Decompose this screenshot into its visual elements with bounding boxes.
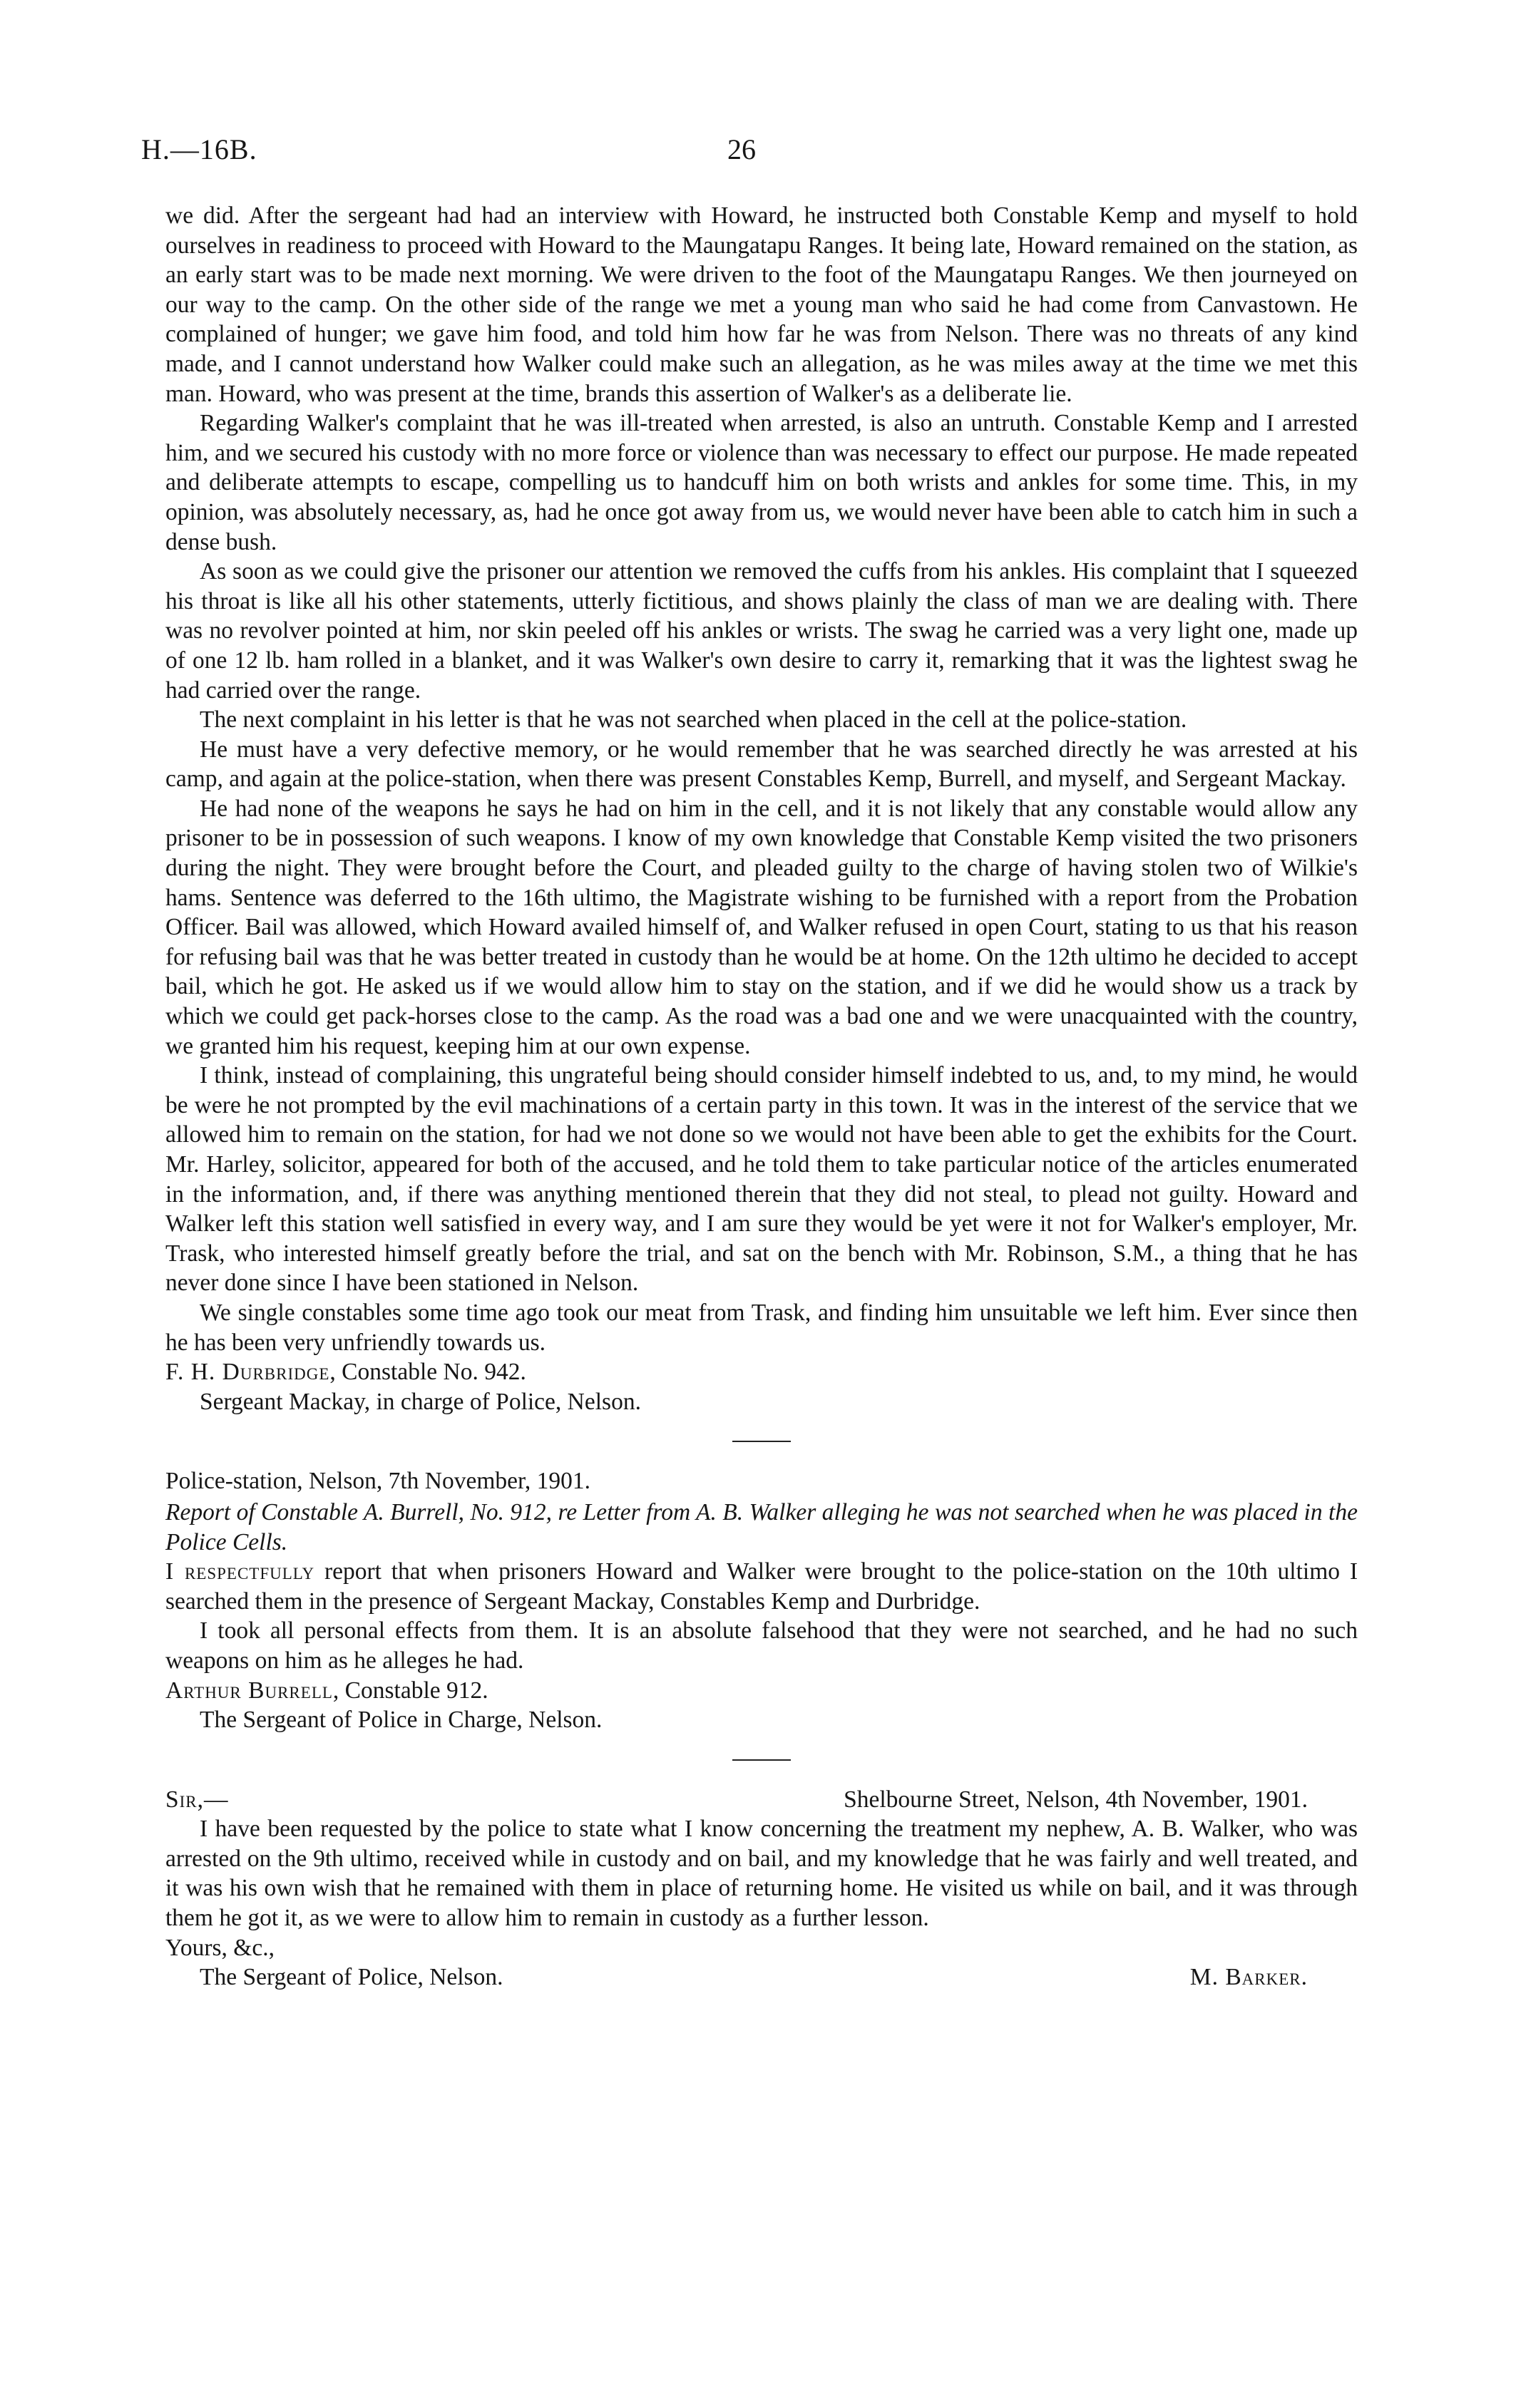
signature-line — [165, 1676, 1358, 1706]
paragraph: He had none of the weapons he says he had on him in the cell, and it is not likely that any constable would allow any prisoner to be in possession of such weapons. I know of my own knowledge that Constable Kemp visited the two prisoners during the night. They were brought before the Court, and pleaded guilty to the charge of having stolen two of Wilkie's hams. Sentence was deferred to the 16th ultimo, the Magistrate wishing to be furnished with a report from the Probation Officer. Bail was allowed, which Howard availed himself of, and Walker refused in open Court, stating to us that his reason for refusing bail was that he was better treated in custody than he would be at home. On the 12th ultimo he decided to accept bail, which he got. He asked us if we would allow him to stay on the station, and if we did he would show us a track by which we could get pack-horses close to the camp. As the road was a bad one and we were unacquainted with the country, we granted him his request, keeping him at our own expense. — [165, 795, 1358, 1059]
paragraph: Regarding Walker's complaint that he was ill-treated when arrested, is also an untruth. Constable Kemp and I arrested him, and we secured his custody with no more force or violence than was necessary to effect our purpose. He made repeated and deliberate attempts to escape, compelling us to handcuff him on both wrists and ankles for some time. This, in my opinion, was absolutely necessary, as, had he once got away from us, we would never have been able to catch him in such a dense bush. — [165, 410, 1358, 555]
document-body — [165, 201, 1358, 1992]
addressee: Sergeant Mackay, in charge of Police, Nelson. — [200, 1388, 641, 1415]
section-divider — [732, 1441, 791, 1442]
paragraph: I took all personal effects from them. It is an absolute falsehood that they were not searched, and he had no such weapons on him as he alleges he had. — [165, 1617, 1358, 1674]
document-reference: H.—16B. — [141, 133, 257, 165]
letter-heading — [165, 1785, 1358, 1815]
paragraph: He must have a very defective memory, or he would remember that he was searched directly he was arrested at his camp, and again at the police-station, when there was present Constables Kemp, Burrell, and myself, and Sergeant Mackay. — [165, 736, 1358, 793]
letter-closing: Yours, &c., — [165, 1934, 275, 1961]
paragraph: I have been requested by the police to state what I know concerning the treatment my nephew, A. B. Walker, who was arrested on the 9th ultimo, received while in custody and on bail, and my knowledge that he was fairly and well treated, and it was his own wish that he remained with them in place of returning home. He visited us while on bail, and it was through them he got it, as we were to allow him to remain in custody as a further lesson. — [165, 1816, 1358, 1932]
paragraph: we did. After the sergeant had had an interview with Howard, he instructed both Constable Kemp and myself to hold ourselves in readiness to proceed with Howard to the Maungatapu Ranges. It being late, Howard remained on the station, as an early start was to be made next morning. We were driven to the foot of the Maungatapu Ranges. We then journeyed on our way to the camp. On the other side of the range we met a young man who said he had come from Canvastown. He complained of hunger; we gave him food, and told him how far he was from Nelson. There was no threats of any kind made, and I cannot understand how Walker could make such an allegation, as he was miles away at the time we met this man. Howard, who was present at the time, brands this assertion of Walker's as a deliberate lie. — [165, 202, 1358, 407]
addressee: The Sergeant of Police in Charge, Nelson. — [200, 1707, 603, 1734]
paragraph: We single constables some time ago took our meat from Trask, and finding him unsuitable we left him. Ever since then he has been very unfriendly towards us. — [165, 1299, 1358, 1356]
signature-line — [165, 1357, 1358, 1387]
signature-name: M. Barker. — [1189, 1964, 1308, 1991]
paragraph: The next complaint in his letter is that he was not searched when placed in the cell at the police-station. — [200, 706, 1187, 734]
salutation: Sir,— — [165, 1786, 229, 1813]
paragraph-text: report that when prisoners Howard and Walker were brought to the police-station on the 10th ultimo I searched them in the presence of Sergeant Mackay, Constables Kemp and Durbridge. — [165, 1558, 1358, 1615]
paragraph: I think, instead of complaining, this ungrateful being should consider himself indebted to us, and, to my mind, he would be were he not prompted by the evil machinations of a certain party in this town. It was in the interest of the service that we allowed him to remain on the station, for had we not done so we would not have been able to get the exhibits for the Court. Mr. Harley, solicitor, appeared for both of the accused, and he told them to take particular notice of the articles enumerated in the information, and, if there was anything mentioned therein that they did not steal, to plead not guilty. Howard and Walker left this station well satisfied in every way, and I am sure they would be yet were it not for Walker's employer, Mr. Trask, who interested himself greatly before the trial, and sat on the bench with Mr. Robinson, S.M., a thing that he has never done since I have been stationed in Nelson. — [165, 1062, 1358, 1297]
letter-footer — [165, 1962, 1358, 1992]
signature-title: , Constable 912. — [332, 1677, 488, 1704]
dateline: Police-station, Nelson, 7th November, 1901. — [165, 1468, 590, 1495]
paragraph: As soon as we could give the prisoner our attention we removed the cuffs from his ankles. His complaint that I squeezed his throat is like all his other statements, utterly fictitious, and shows plainly the class of man we are dealing with. There was no revolver pointed at him, nor skin peeled off his ankles or wrists. The swag he carried was a very light one, made up of one 12 lb. ham rolled in a blanket, and it was Walker's own desire to carry it, remarking that it was the lightest swag he had carried over the range. — [165, 558, 1358, 704]
signature-name: F. H. Durbridge — [165, 1359, 330, 1386]
dateline: Shelbourne Street, Nelson, 4th November, 1901. — [844, 1786, 1308, 1813]
page-number: 26 — [727, 133, 756, 165]
section-divider — [732, 1759, 791, 1761]
signature-name: Arthur Burrell — [165, 1677, 333, 1704]
opening-word: I respectfully — [165, 1558, 315, 1585]
paragraph — [165, 1557, 1358, 1616]
addressee: The Sergeant of Police, Nelson. — [200, 1964, 503, 1991]
signature-title: , Constable No. 942. — [329, 1359, 526, 1386]
report-title: Report of Constable A. Burrell, No. 912, re Letter from A. B. Walker alleging he was not searched when he was placed in the Police Cells. — [165, 1498, 1358, 1555]
